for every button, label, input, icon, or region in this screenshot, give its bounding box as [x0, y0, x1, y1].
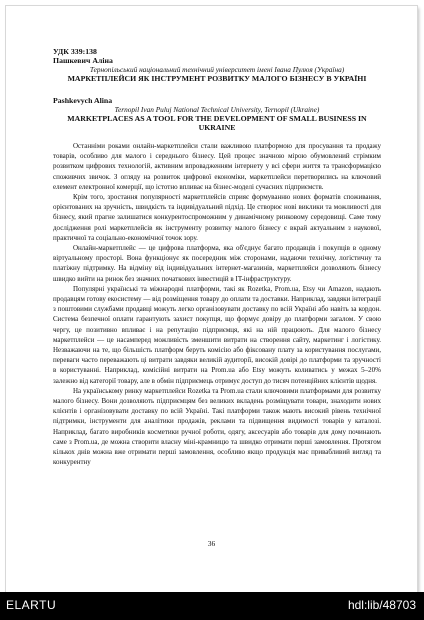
spacer: [53, 132, 381, 141]
udk-code: УДК 339:138: [53, 47, 97, 56]
body-paragraph: На українському ринку маркетплейси Rozetka та Prom.ua стали ключовими платформами для розвитку малого бізнесу. Вони дозволяють підприємцям без великих вкладень розміщувати товари, знаходити нових клієнтів і організовувати доставку по всій Україні. Такі платформи також мають високий рівень технічної підтримки, інструменти для аналітики продажів, реклами та підвищення видимості товарів у каталозі. Наприклад, багато виробників косметики ручної роботи, одягу, аксесуарів або товарів для дому починають саме з Prom.ua, де можна створити власну міні-крамницю та швидко отримати перші замовлення. Протягом кількох днів можна вже отримати перші замовлення, особливо якщо продукція має привабливий вигляд та конкурентну: [53, 386, 381, 467]
paper-title-en: MARKETPLACES AS A TOOL FOR THE DEVELOPMENT OF SMALL BUSINESS IN UKRAINE: [67, 114, 367, 132]
author-name-en: Pashkevych Alina: [53, 96, 113, 105]
affiliation-ua: Тернопільський національний технічний університет імені Івана Пулюя (Україна): [89, 65, 345, 74]
body-paragraph: Крім того, зростання популярності маркетплейсів сприяє формуванню нових форматів споживання, орієнтованих на зручність, швидкість та індивідуальний підхід. Це створює нові виклики та можливості для бізнесу, який прагне залишатися конкурентоспроможним у динамічному ринковому середовищі. Саме тому дослідження ролі маркетплейсів як інструменту розвитку малого бізнесу є вкрай актуальним з наукової, практичної та соціально-економічної точок зору.: [53, 193, 381, 242]
handle-identifier: hdl:lib/48703: [347, 598, 416, 612]
spacer: [53, 83, 381, 96]
body-paragraph: Останніми роками онлайн-маркетплейси стали важливою платформою для просування та продажу товарів, особливо для малого і середнього бізнесу. Цей процес значною мірою обумовлений стрімким розвитком цифрових технологій, активним впровадженням інтернету у всі сфери життя та трансформацією споживчих звичок. З огляду на розвиток цифрової економіки, маркетплейси перетворились на ключовий елемент електронної комерції, що істотно впливає на бізнес-моделі сучасних підприємств.: [53, 142, 381, 191]
paper-title-ua: МАРКЕТПЛЕЙСИ ЯК ІНСТРУМЕНТ РОЗВИТКУ МАЛОГО БІЗНЕСУ В УКРАЇНІ: [67, 74, 367, 83]
page-number: 36: [207, 539, 216, 548]
body-paragraph: Популярні українські та міжнародні платформи, такі як Rozetka, Prom.ua, Etsy чи Amazon, надають продавцям готову екосистему — від розміщення товару до оплати та доставки. Наприклад, завдяки інтеграції з поштовими службами продавці можуть легко організовувати доставку по всій Україні або навіть за кордон. Система безпечної оплати гарантують захист покупця, що формує довіру до платформи загалом. У свою чергу, це позитивно впливає і на репутацію підприємця, які на ній працюють. Для малого бізнесу маркетплейси — це насамперед можливість зменшити витрати на створення сайту, маркетинг і логістику. Незважаючи на те, що більшість платформ беруть комісію або фіксовану плату за користування послугами, переваги часто переважають ці витрати завдяки великій аудиторії, високій довірі до платформи та зручності в користуванні. Наприклад, комісійні витрати на Prom.ua або Etsy можуть коливатись у межах 5–20% залежно від категорії товару, але в обмін підприємець отримує доступ до тисяч потенційних клієнтів щодня.: [53, 284, 381, 385]
author-name-ua: Пашкевич Аліна: [53, 56, 113, 65]
body-paragraph: Онлайн-маркетплейс — це цифрова платформа, яка об'єднує багато продавців і покупців в одному віртуальному просторі. Вона функціонує як посередник між сторонами, надаючи технічну, логістичну та платіжну підтримку. На відміну від індивідуальних інтернет-магазинів, маркетплейси дозволяють бізнесу швидко вийти на ринок без значних початкових інвестицій в IT-інфраструктуру.: [53, 244, 381, 283]
affiliation-en: Ternopil Ivan Puluj National Technical University, Ternopil (Ukraine): [114, 105, 320, 114]
document-page: [6, 6, 417, 592]
repository-name: ELARTU: [6, 598, 57, 612]
page-content: [53, 47, 381, 468]
repository-footer-bar: [0, 592, 424, 620]
